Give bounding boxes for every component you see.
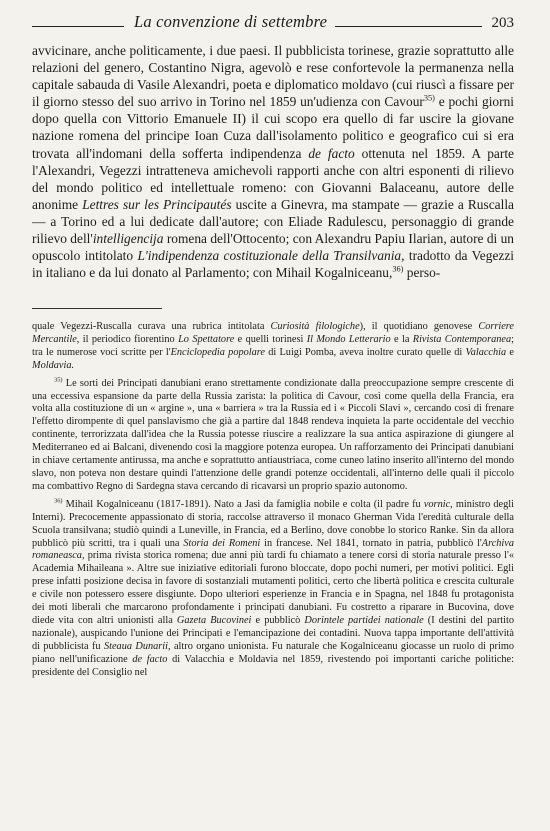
text-run: (I destini del partito nazionale), auspicando l'unione dei Principati e l'emancipazione dei contadini. Nuova tappa importante dell'attività di pubblicista fu [32, 614, 514, 652]
text-run: Le sorti dei Principati danubiani erano strettamente condizionate dalla preoccupazione sempre crescente di una eccessiva espansione da parte della Russia zarista: la politica di Cavour, così come quella della Francia, era volta alla costituzione di un « argine », una « barriera » tra la Russia ed i « Piccoli Slavi », cercando così di frenare l'effetto dirompente di quel panslavismo che già a partire dal 1848 rendeva inquieta la parte occidentale del vecchio continente, terrorizzata dall'idea che la Russia potesse riuscire a realizzare la sua antica aspirazione di giungere al Mediterraneo ed ai Balcani, divenendo così la maggiore potenza europea. Un rafforzamento dei Principati danubiani in chiave certamente antirussa, ma anche e soprattutto antiaustriaca, come cuneo latino inserito all'interno del mondo slavo, non poteva non destare quindi l'attenzione delle grandi potenze occidentali, all'interno delle quali il piccolo ma combattivo Regno di Sardegna stava cercando di ricavarsi un proprio spazio autonomo. [32, 377, 514, 492]
footnote-separator [32, 308, 162, 309]
text-run: , prima rivista storica romena; due anni più tardi fu chiamato a tenere corsi di storia naturale presso l'« Academia Mihaileana ». Altre sue iniziative editoriali furono bloccate, dopo pochi numeri, per motivi politici. Egli prese infatti posizione decisa in favore di sostanziali mutamenti politici, certo che libertà politica e crescita culturale e civile non potessero essere disgiunte. Dopo ulteriori esperienze in Francia e in Spagna, nel 1848 fu protagonista dei moti liberali che marcarono profondamente i principati danubiani. Fu costretto a riparare in Bucovina, dove diede vita con altri unionisti alla [32, 550, 514, 626]
text-run: ), il quotidiano genovese [359, 321, 479, 332]
text-run: ; tra le numerose voci scritte per l' [32, 333, 514, 358]
italic-run: Curiosità filologiche [270, 321, 360, 332]
italic-run: Lo Spettatore [178, 333, 235, 345]
text-run: romena dell'Ottocento; con Alexandru Papiu Ilarian, autore di un opuscolo intitolato [32, 231, 515, 264]
italic-run: vornic [423, 498, 451, 510]
footnote-marker: 35) [423, 93, 435, 103]
footnotes [32, 321, 514, 682]
text-run: avvicinare, anche politicamente, i due paesi. Il pubblicista torinese, grazie soprattutto alle relazioni del genero, Costantino Nigra, agevolò e rese confortevole la permanenza nella capitale sabauda di Vasile Alexandri, poeta e diplomatico moldavo (cui riuscì a fissare per il giorno stesso del suo arrivo in Torino nel 1859 un'udienza con Cavour [32, 43, 514, 110]
text-run: di Luigi Pomba, aveva inoltre curato quelle di [264, 346, 466, 358]
running-title: La convenzione di settembre [134, 12, 328, 31]
italic-run: Storia dei Romeni [183, 537, 261, 549]
text-run: , il periodico fiorentino [76, 333, 179, 345]
italic-run: Il Mondo Letterario [306, 333, 391, 345]
header-rule-left [32, 26, 124, 27]
italic-run: Steaua Dunarii [103, 640, 169, 652]
page-number: 203 [491, 15, 514, 31]
italic-run: Valacchia [465, 346, 507, 358]
text-run: di Valacchia e Moldavia nel 1859, rivestendo poi importanti cariche politiche: presidente del Consiglio nel [32, 653, 514, 678]
text-run: e pochi giorni dopo quella con Vittorio Emanuele II) il cui scopo era quello di far uscire la giovane nazione romena del principe Ioan Cuza dall'isolamento politico e geografico cui si era trovata all'indomani della sofferta indipendenza [32, 94, 514, 161]
italic-run: intelligencija [92, 231, 164, 247]
footnote [32, 499, 514, 680]
text-run: quale Vegezzi-Ruscalla curava una rubrica intitolata [32, 321, 271, 332]
footnote-continuation [32, 321, 514, 373]
italic-run: Archiva romaneasca [32, 537, 515, 562]
italic-run: Enciclopedia popolare [170, 346, 265, 358]
italic-run: de facto [132, 653, 168, 665]
italic-run: de facto [308, 145, 355, 161]
text-run: in francese. Nel 1841, tornato in patria, pubblicò l' [260, 537, 482, 549]
italic-run: L'indipendenza costituzionale della Transilvania, [137, 248, 405, 264]
page-header [32, 10, 514, 32]
text-run: , ministro degli Interni). Precocemente appassionato di storia, raccolse attraverso il monaco Gherman Vida l'eredità culturale della Scuola transilvana; studiò quindi a Luneville, in Francia, ed a Berlino, dove conobbe lo storico Ranke. Sin da allora pubblicò più scritti, tra i quali una [32, 498, 515, 549]
italic-run: Gazeta Bucovinei [176, 614, 252, 626]
text-run: perso- [403, 265, 441, 281]
text-run: , altro organo unionista. Fu naturale che Kogalniceanu giocasse un ruolo di primo piano nell'unificazione [32, 640, 514, 665]
text-run: Mihail Kogalniceanu (1817-1891). Nato a Jasi da famiglia nobile e colta (il padre fu [62, 498, 424, 510]
footnote-marker: 36) [54, 497, 63, 505]
italic-run: Dorintele partidei nationale [304, 614, 424, 626]
text-run: uscite a Ginevra, ma stampate — grazie a Ruscalla — a Torino ed a lui dedicate dall'autore; con Eliade Radulescu, personaggio di grande rilievo dell' [32, 196, 514, 247]
text-run: e [506, 346, 514, 358]
italic-run: Lettres sur les Principautés [82, 196, 232, 212]
text-run: e la [390, 333, 413, 345]
footnote-marker: 35) [54, 376, 63, 384]
footnote-marker: 36) [392, 264, 404, 274]
italic-run: Corriere Mercantile [32, 321, 515, 345]
footnote [32, 378, 514, 494]
header-rule-right [335, 26, 481, 27]
italic-run: Moldavia. [32, 359, 75, 371]
body-paragraph [32, 42, 514, 281]
text-run: e pubblicò [251, 614, 305, 626]
italic-run: Rivista Contemporanea [412, 333, 512, 345]
main-text [32, 42, 514, 281]
text-run: e quelli torinesi [234, 333, 307, 345]
text-run: tradotto da Vegezzi in italiano e da lui donato al Parlamento; con Mihail Kogalniceanu, [32, 248, 515, 281]
text-run: ottenuta nel 1859. A parte l'Alexandri, Vegezzi intratteneva amichevoli rapporti anche con altri esponenti di rilievo del mondo politico ed intellettuale romeno: con Giovanni Balaceanu, autore delle anonime [32, 145, 514, 212]
